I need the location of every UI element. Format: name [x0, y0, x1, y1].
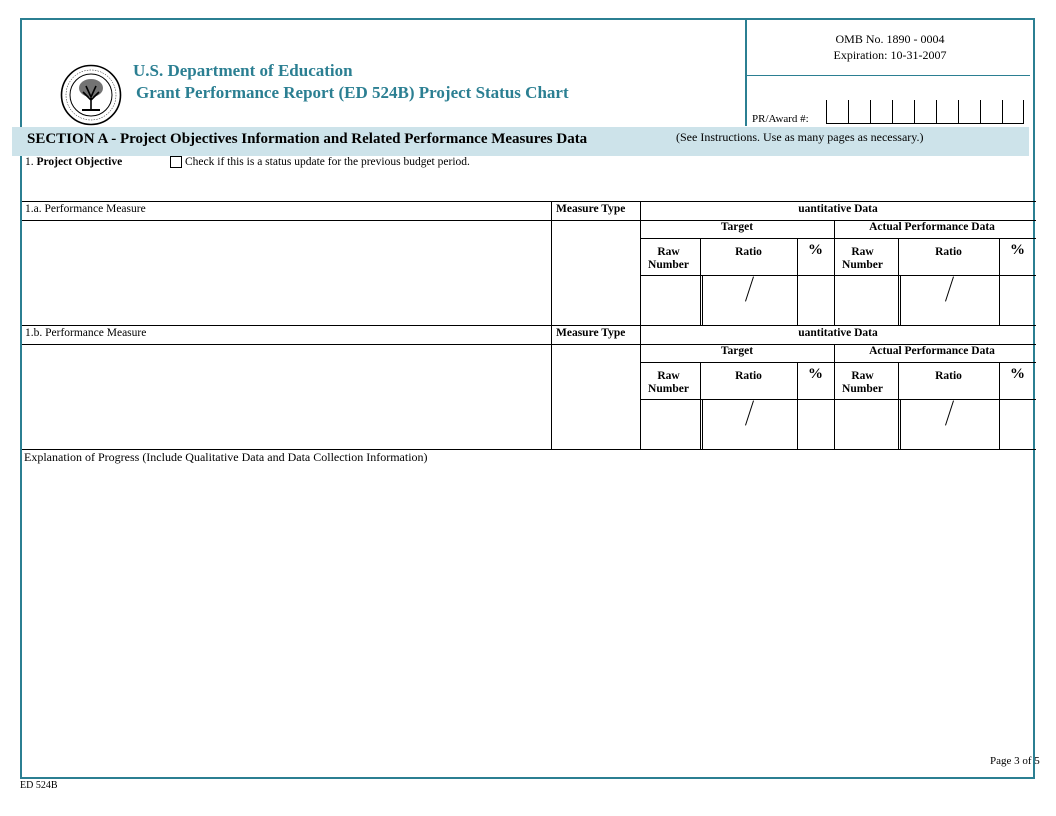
actual-percent-label: % [1010, 366, 1025, 382]
measure-type-1b-field[interactable] [552, 345, 639, 448]
target-percent-label: % [808, 242, 823, 258]
actual-raw-number-label: Raw Number [842, 370, 883, 395]
omb-block [760, 31, 1020, 63]
pr-award-baseline [826, 123, 1024, 124]
target-ratio-1a-field[interactable] [703, 276, 796, 324]
pr-award-input[interactable] [826, 100, 1024, 124]
performance-measure-1b-label: 1.b. Performance Measure [25, 327, 147, 339]
omb-number: OMB No. 1890 - 0004 [835, 32, 945, 46]
target-percent-1b-field[interactable] [798, 400, 833, 448]
actual-raw-number-1b-field[interactable] [835, 400, 897, 448]
explanation-of-progress-label: Explanation of Progress (Include Qualitative Data and Data Collection Information) [24, 450, 428, 464]
actual-raw-number-1a-field[interactable] [835, 276, 897, 324]
target-label: Target [720, 345, 754, 357]
performance-measure-1a-field[interactable] [23, 221, 550, 324]
report-title: Grant Performance Report (ED 524B) Project Status Chart [136, 83, 569, 102]
target-ratio-1b-field[interactable] [703, 400, 796, 448]
actual-performance-label: Actual Performance Data [869, 345, 995, 357]
measure-type-1a-field[interactable] [552, 221, 639, 324]
agency-name: U.S. Department of Education [133, 61, 353, 80]
target-ratio-label: Ratio [735, 246, 762, 258]
expiration-date: Expiration: 10-31-2007 [833, 48, 947, 62]
form-id: ED 524B [20, 780, 58, 791]
performance-measure-1b-field[interactable] [23, 345, 550, 448]
actual-ratio-label: Ratio [935, 246, 962, 258]
actual-performance-label: Actual Performance Data [869, 221, 995, 233]
objective-label-text: Project Objective [36, 156, 123, 168]
target-label: Target [720, 221, 754, 233]
target-raw-number-label: Raw Number [648, 370, 689, 395]
section-a-title: SECTION A - Project Objectives Information and Related Performance Measures Data [27, 131, 588, 147]
project-objective-field[interactable] [23, 172, 1033, 200]
quantitative-data-label: uantitative Data [798, 327, 878, 339]
status-update-checkbox-label: Check if this is a status update for the previous budget period. [185, 156, 470, 168]
header-divider [747, 75, 1030, 76]
measure-type-label: Measure Type [556, 327, 626, 339]
target-ratio-label: Ratio [735, 370, 762, 382]
actual-ratio-1b-field[interactable] [901, 400, 998, 448]
pr-award-label: PR/Award #: [752, 113, 809, 125]
section-a-note: (See Instructions. Use as many pages as necessary.) [676, 130, 924, 144]
department-seal-icon [60, 64, 122, 126]
actual-ratio-label: Ratio [935, 370, 962, 382]
actual-percent-1a-field[interactable] [1000, 276, 1034, 324]
target-raw-number-1a-field[interactable] [641, 276, 699, 324]
measure-type-label: Measure Type [556, 203, 626, 215]
project-objective-label [25, 156, 122, 168]
explanation-of-progress-field[interactable] [23, 466, 1033, 751]
actual-percent-1b-field[interactable] [1000, 400, 1034, 448]
target-raw-number-label: Raw Number [648, 246, 689, 271]
status-update-checkbox[interactable] [170, 156, 182, 168]
actual-ratio-1a-field[interactable] [901, 276, 998, 324]
target-percent-label: % [808, 366, 823, 382]
target-percent-1a-field[interactable] [798, 276, 833, 324]
page-number: Page 3 of 5 [990, 755, 1040, 767]
performance-measure-1a-label: 1.a. Performance Measure [25, 203, 146, 215]
quantitative-data-label: uantitative Data [798, 203, 878, 215]
actual-raw-number-label: Raw Number [842, 246, 883, 271]
actual-percent-label: % [1010, 242, 1025, 258]
objective-number: 1. [25, 156, 34, 168]
target-raw-number-1b-field[interactable] [641, 400, 699, 448]
header-divider [745, 18, 747, 126]
